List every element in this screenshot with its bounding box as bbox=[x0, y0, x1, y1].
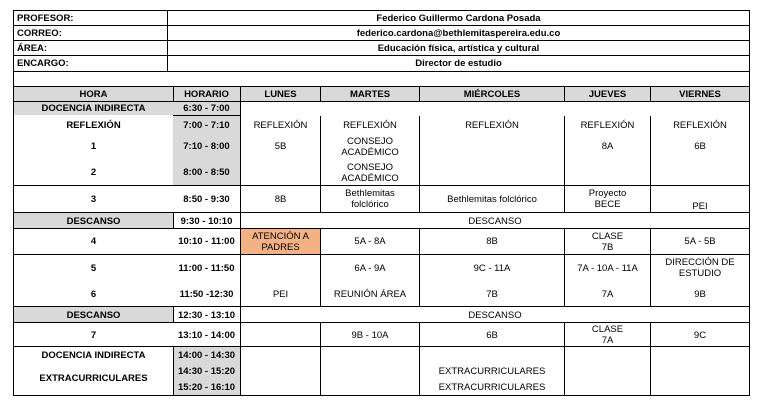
encargo-label: ENCARGO: bbox=[17, 58, 69, 69]
horario-cell: 14:30 - 15:20 bbox=[177, 365, 236, 377]
schedule-cell: 5B bbox=[274, 141, 287, 152]
correo-value: federico.cardona@bethlemitaspereira.edu.co bbox=[356, 27, 561, 39]
schedule-cell: DIRECCIÓN DE ESTUDIO bbox=[665, 257, 735, 279]
schedule-cell: 6A - 9A bbox=[354, 262, 386, 274]
schedule-cell: 9B bbox=[694, 289, 706, 300]
header-horario: HORARIO bbox=[184, 88, 229, 100]
schedule-cell: 6B bbox=[694, 141, 706, 152]
schedule-cell: REFLEXIÓN bbox=[673, 119, 727, 131]
horario-cell: 6:30 - 7:00 bbox=[183, 102, 230, 114]
horario-cell: 12:30 - 13:10 bbox=[177, 309, 236, 321]
hora-cell: 2 bbox=[90, 167, 97, 178]
horario-cell: 9:30 - 10:10 bbox=[180, 215, 233, 227]
horario-cell: 13:10 - 14:00 bbox=[177, 329, 236, 341]
schedule-cell: 6B bbox=[486, 329, 498, 341]
schedule-cell: CLASE 7A bbox=[591, 324, 624, 346]
header-jueves: JUEVES bbox=[588, 88, 627, 100]
hora-cell: EXTRACURRICULARES bbox=[39, 373, 148, 384]
horario-cell: 15:20 - 16:10 bbox=[177, 381, 236, 393]
schedule-cell: REFLEXIÓN bbox=[465, 119, 519, 131]
schedule-cell: Bethlemitas folclórico bbox=[345, 188, 395, 210]
hora-cell: 6 bbox=[90, 289, 97, 300]
schedule-cell: PEI bbox=[272, 289, 289, 300]
area-value: Educación física, artística y cultural bbox=[377, 42, 540, 54]
header-martes: MARTES bbox=[349, 88, 391, 100]
profesor-label: PROFESOR: bbox=[17, 12, 74, 24]
schedule-cell: EXTRACURRICULARES bbox=[438, 381, 546, 393]
schedule-cell: CONSEJO ACADÉMICO bbox=[341, 135, 399, 158]
schedule-cell: CLASE 7B bbox=[591, 230, 624, 253]
atencion-padres: ATENCIÓN A PADRES bbox=[252, 230, 309, 253]
schedule-cell: REUNIÓN ÁREA bbox=[333, 289, 407, 300]
hora-cell: REFLEXIÓN bbox=[66, 119, 121, 131]
correo-label: CORREO: bbox=[17, 27, 62, 39]
schedule-cell: PEI bbox=[692, 200, 708, 212]
descanso-span: DESCANSO bbox=[468, 215, 522, 227]
schedule-cell: 8B bbox=[486, 236, 498, 247]
encargo-value: Director de estudio bbox=[415, 58, 502, 69]
horario-cell: 8:50 - 9:30 bbox=[183, 193, 230, 205]
schedule-cell: 7B bbox=[486, 289, 498, 300]
schedule-cell: Bethlemitas folclórico bbox=[447, 193, 537, 205]
horario-cell: 14:00 - 14:30 bbox=[177, 349, 236, 361]
schedule-cell: CONSEJO ACADÉMICO bbox=[341, 161, 399, 184]
hora-cell: 3 bbox=[90, 193, 97, 205]
schedule-cell: REFLEXIÓN bbox=[253, 119, 308, 131]
schedule-cell: 9C bbox=[693, 329, 707, 341]
horario-cell: 10:10 - 11:00 bbox=[178, 236, 235, 247]
header-miercoles: MIÉRCOLES bbox=[463, 88, 521, 100]
schedule-cell: 7A - 10A - 11A bbox=[577, 262, 638, 274]
hora-cell: 5 bbox=[90, 262, 97, 274]
schedule-cell: 5A - 8A bbox=[354, 236, 386, 247]
profesor-value: Federico Guillermo Cardona Posada bbox=[376, 12, 541, 24]
schedule-cell: REFLEXIÓN bbox=[580, 119, 635, 131]
horario-cell: 11:50 -12:30 bbox=[179, 289, 234, 300]
horario-cell: 8:00 - 8:50 bbox=[183, 167, 230, 178]
hora-cell: DOCENCIA INDIRECTA bbox=[41, 102, 146, 114]
horario-cell: 7:10 - 8:00 bbox=[183, 141, 230, 152]
horario-cell: 11:00 - 11:50 bbox=[178, 262, 235, 274]
schedule-cell: REFLEXIÓN bbox=[343, 119, 397, 131]
hora-cell: DESCANSO bbox=[66, 215, 121, 227]
horario-cell: 7:00 - 7:10 bbox=[183, 119, 230, 131]
schedule-cell: 5A - 5B bbox=[684, 236, 716, 247]
schedule-cell: 9C - 11A bbox=[473, 262, 511, 274]
header-lunes: LUNES bbox=[264, 88, 297, 100]
schedule-cell: Proyecto BECE bbox=[588, 188, 627, 210]
hora-cell: DESCANSO bbox=[66, 309, 121, 321]
descanso-span: DESCANSO bbox=[468, 309, 522, 321]
hora-cell: DOCENCIA INDIRECTA bbox=[41, 350, 146, 361]
area-label: ÁREA: bbox=[17, 42, 48, 54]
hora-cell: 1 bbox=[90, 141, 97, 152]
schedule-cell: 7A bbox=[601, 289, 614, 300]
header-viernes: VIERNES bbox=[679, 88, 721, 100]
schedule-cell: 8A bbox=[601, 141, 614, 152]
hora-cell: 4 bbox=[90, 236, 97, 247]
header-hora: HORA bbox=[79, 88, 108, 100]
hora-cell: 7 bbox=[90, 329, 97, 341]
schedule-cell: 9B - 10A bbox=[351, 329, 389, 341]
schedule-cell: 8B bbox=[274, 193, 287, 205]
schedule-cell: EXTRACURRICULARES bbox=[438, 365, 546, 377]
